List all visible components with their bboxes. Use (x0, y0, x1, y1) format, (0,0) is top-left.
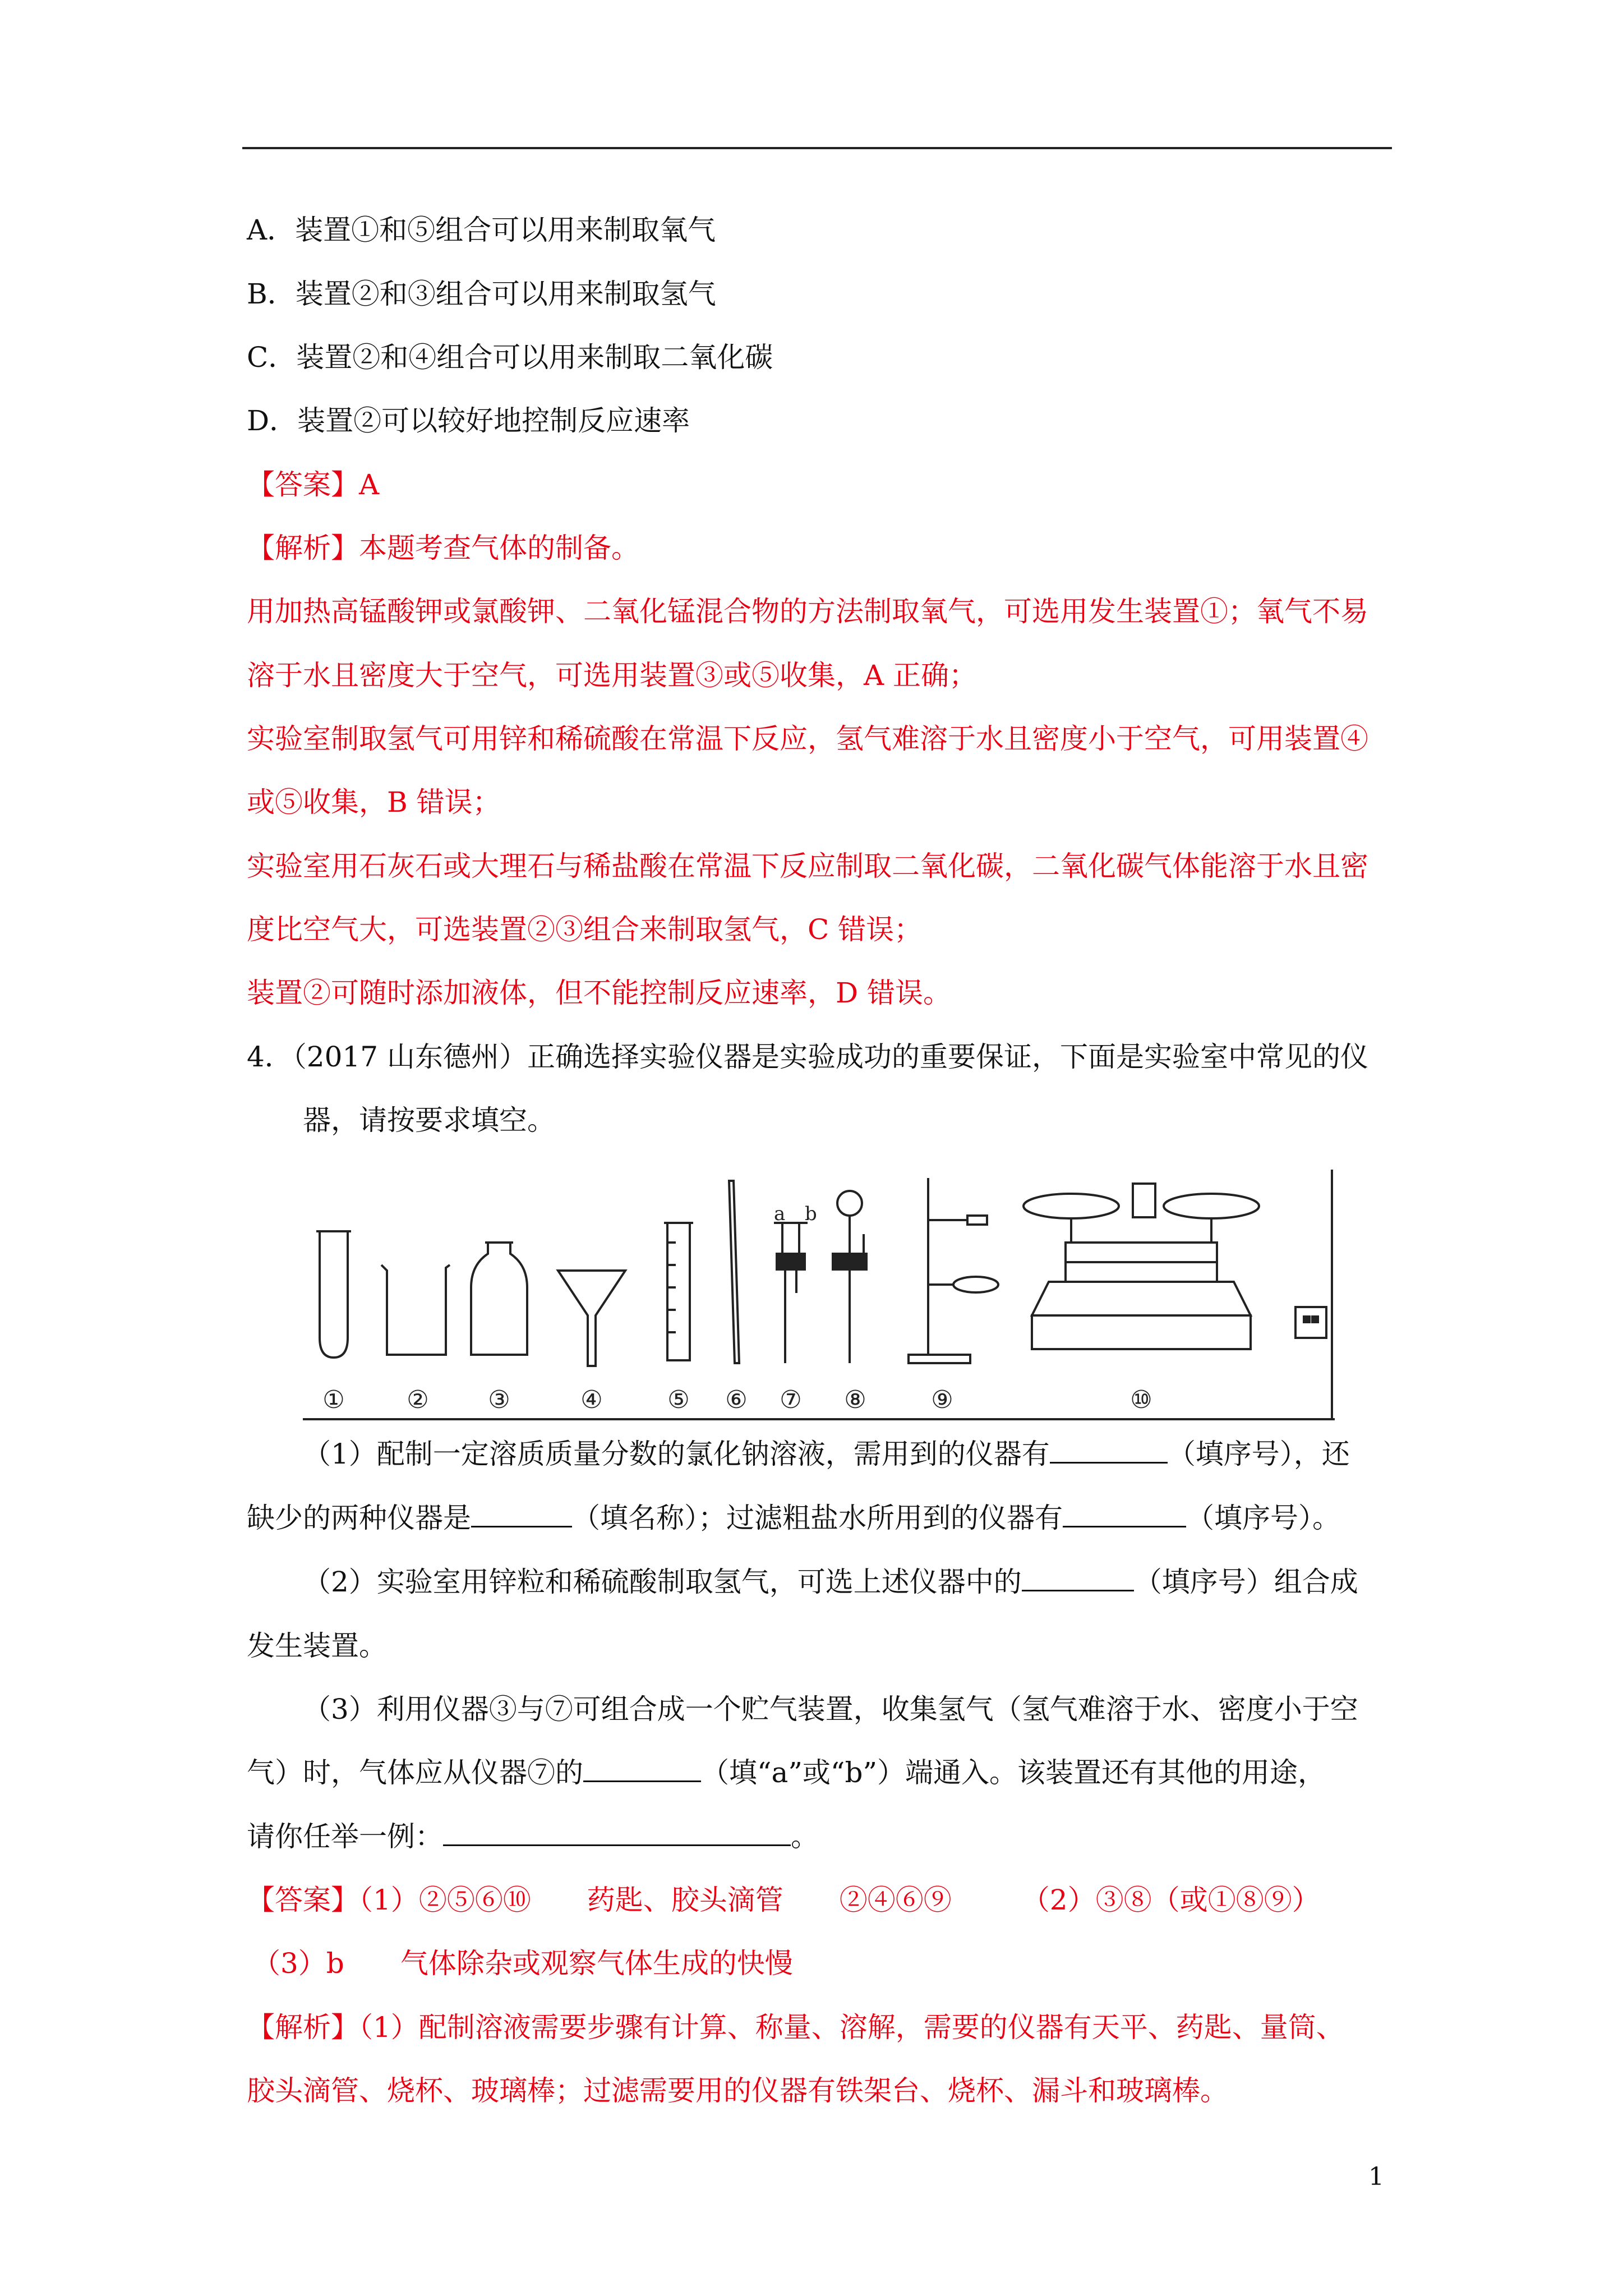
q3-answer (247, 467, 379, 503)
figure-label: ③ (488, 1386, 510, 1414)
q4-part3-text: 气）时，气体应从仪器⑦的 (247, 1756, 583, 1789)
figure-label: ④ (580, 1386, 603, 1414)
answer-blank (583, 1758, 701, 1782)
option-c: C．装置②和④组合可以用来制取二氧化碳 (247, 341, 773, 374)
label-a: a (774, 1203, 786, 1225)
q4-answer-line2: （3）b 气体除杂或观察气体生成的快慢 (252, 1947, 793, 1980)
q4-part3-text: （填“a”或“b”）端通入。该装置还有其他的用途， (701, 1756, 1326, 1789)
q3-analysis-line: 装置②可随时添加液体，但不能控制反应速率，D 错误。 (247, 977, 951, 1009)
header-rule (242, 147, 1392, 149)
analysis-tag: 【解析】 (247, 2011, 359, 2044)
q4-part2-line2: 发生装置。 (247, 1630, 387, 1662)
q4-part1-text: （填序号），还 (1167, 1438, 1350, 1470)
figure-label: ⑤ (667, 1386, 690, 1414)
answer-blank (471, 1503, 572, 1527)
answer-tag: 【答案】 (247, 468, 359, 501)
q3-analysis-line: 溶于水且密度大于空气，可选用装置③或⑤收集，A 正确； (247, 659, 978, 692)
q4-part2-text: （填序号）组合成 (1133, 1566, 1358, 1598)
q4-answer-line1 (247, 1882, 1320, 1918)
label-b: b (805, 1203, 817, 1225)
q4-part2-line1 (303, 1564, 1358, 1600)
q3-analysis-line: 或⑤收集，B 错误； (247, 786, 501, 818)
q4-part3-line2 (247, 1755, 1326, 1791)
answer-blank (1050, 1439, 1168, 1464)
graduated-cylinder-icon (664, 1223, 693, 1360)
q4-part1-line1 (303, 1436, 1350, 1472)
q4-stem-line1: 4．（2017 山东德州）正确选择实验仪器是实验成功的重要保证，下面是实验室中常见的仪 (247, 1041, 1368, 1073)
answer-blank (1022, 1567, 1134, 1591)
test-tube-icon (316, 1231, 351, 1358)
iron-stand-icon (909, 1178, 998, 1363)
q4-part3-text: 请你任举一例： (247, 1820, 443, 1853)
balance-icon (1023, 1184, 1335, 1349)
figure-label: ⑧ (844, 1386, 866, 1414)
long-neck-funnel-icon (833, 1191, 866, 1363)
q4-part3-line1: （3）利用仪器③与⑦可组合成一个贮气装置，收集氢气（氢气难溶于水、密度小于空 (303, 1693, 1358, 1726)
answer-tag: 【答案】 (247, 1884, 359, 1916)
q4-part1-line2 (247, 1500, 1340, 1536)
figure-label: ⑨ (931, 1386, 953, 1414)
q4-analysis-line1 (247, 2009, 1344, 2045)
q4-part1-text: 缺少的两种仪器是 (247, 1502, 471, 1534)
funnel-icon (558, 1271, 625, 1366)
glass-rod-icon (729, 1181, 739, 1363)
page-number: 1 (1368, 2162, 1384, 2191)
analysis-tag: 【解析】 (247, 532, 359, 564)
answer-blank (443, 1822, 791, 1846)
figure-label: ② (407, 1386, 429, 1414)
bottle-icon (471, 1243, 527, 1355)
lab-instruments-figure (303, 1170, 1335, 1433)
q3-analysis-head (247, 530, 639, 566)
q4-analysis-line2: 胶头滴管、烧杯、玻璃棒；过滤需要用的仪器有铁架台、烧杯、漏斗和玻璃棒。 (247, 2074, 1228, 2107)
q4-part3-text: 。 (791, 1820, 819, 1853)
q3-analysis-line: 实验室制取氢气可用锌和稀硫酸在常温下反应，氢气难溶于水且密度小于空气，可用装置④ (247, 723, 1368, 755)
analysis-text: （1）配制溶液需要步骤有计算、称量、溶解，需要的仪器有天平、药匙、量筒、 (359, 2011, 1344, 2044)
analysis-intro: 本题考查气体的制备。 (359, 532, 639, 564)
q3-analysis-line: 度比空气大，可选装置②③组合来制取氢气，C 错误； (247, 913, 923, 946)
option-d: D．装置②可以较好地控制反应速率 (247, 404, 690, 437)
q4-part1-text: （1）配制一定溶质质量分数的氯化钠溶液，需用到的仪器有 (303, 1438, 1050, 1470)
q4-part2-text: （2）实验室用锌粒和稀硫酸制取氢气，可选上述仪器中的 (303, 1566, 1022, 1598)
figure-label: ⑩ (1130, 1386, 1152, 1414)
q3-analysis-line: 实验室用石灰石或大理石与稀盐酸在常温下反应制取二氧化碳，二氧化碳气体能溶于水且密 (247, 850, 1368, 882)
answer-value: A (359, 468, 380, 501)
q4-part1-text: （填序号）。 (1186, 1502, 1340, 1534)
q4-stem-line2: 器，请按要求填空。 (303, 1104, 555, 1137)
option-a: A．装置①和⑤组合可以用来制取氧气 (247, 214, 716, 246)
figure-label: ① (322, 1386, 345, 1414)
q4-part3-line3 (247, 1819, 819, 1855)
figure-label: ⑦ (780, 1386, 802, 1414)
answer-blank (1063, 1503, 1186, 1527)
answer-text: （1）②⑤⑥⑩ 药匙、胶头滴管 ②④⑥⑨ （2）③⑧（或①⑧⑨） (359, 1884, 1320, 1916)
figure-label: ⑥ (725, 1386, 748, 1414)
q3-analysis-line: 用加热高锰酸钾或氯酸钾、二氧化锰混合物的方法制取氧气，可选用发生装置①；氧气不易 (247, 595, 1368, 628)
beaker-icon (381, 1265, 450, 1355)
option-b: B．装置②和③组合可以用来制取氢气 (247, 278, 716, 310)
stopper-with-tubes-icon (774, 1223, 808, 1363)
q4-part1-text: （填名称）；过滤粗盐水所用到的仪器有 (572, 1502, 1063, 1534)
